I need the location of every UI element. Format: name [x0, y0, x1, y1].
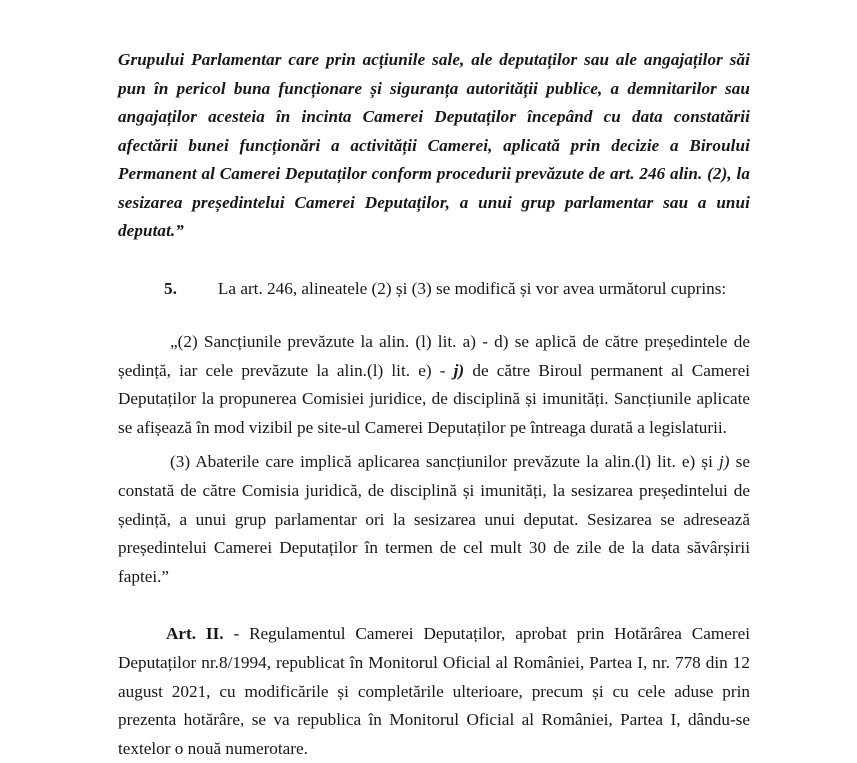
block-spacer: [118, 246, 750, 275]
article-2-paragraph: [118, 620, 750, 763]
article-2-heading: Art. II.: [166, 624, 224, 644]
document-text-column: [118, 46, 750, 763]
quoted-amendment-paragraph: Grupului Parlamentar care prin acțiunile sale, ale deputaților sau ale angajaților săi pun în pericol buna funcționare și siguranța autorității publice, a demnitarilor sau angajaților acesteia în incinta Camerei Deputaților începând cu data constatării afectării bunei funcționări a activității Camerei, aplicată prin decizie a Biroului Permanent al Camerei Deputaților conform procedurii prevăzute de art. 246 alin. (2), la sesizarea președintelui Camerei Deputaților, a unui grup parlamentar sau a unui deputat.”: [118, 50, 750, 240]
alineat-2-paragraph: [118, 328, 750, 442]
alineat-2-text-part-1: „(2) Sancțiunile prevăzute la alin. (l) lit. a) - d) se aplică de către președintele de ședință, iar cele prevăzute la alin.(l) lit. e) -: [118, 332, 750, 380]
alineat-3-text-part-2: se constată de către Comisia juridică, de disciplină și imunități, la sesizarea președintelui de ședință, a unui grup parlamentar ori la sesizarea unui deputat. Sesizarea se adresează președintelui Camerei Deputaților în termen de cel mult 30 de zile de la data săvârșirii faptei.”: [118, 452, 750, 586]
numbered-item-5: [118, 275, 750, 304]
block-spacer: [118, 303, 750, 328]
alineat-2-text-part-2: de către Biroul permanent al Camerei Deputaților la propunerea Comisiei juridice, de disciplină și imunități. Sancțiunile aplicate se afișează în mod vizibil pe site-ul Camerei Deputaților pe întreaga durată a legislaturii.: [118, 360, 750, 437]
item-number-label: 5.: [164, 278, 177, 298]
article-2-text: - Regulamentul Camerei Deputaților, aprobat prin Hotărârea Camerei Deputaților nr.8/1994, republicat în Monitorul Oficial al României, Partea I, nr. 778 din 12 august 2021, cu modificările și completările ulterioare, precum și cu cele aduse prin prezenta hotărâre, se va republica în Monitorul Oficial al României, Partea I, dându-se textelor o nouă numerotare.: [118, 624, 750, 758]
alineat-3-text-part-1: (3) Abaterile care implică aplicarea sancțiunilor prevăzute la alin.(l) lit. e) și: [170, 452, 720, 472]
alineat-2-emphasis-letter: j): [453, 360, 465, 380]
block-spacer: [118, 591, 750, 620]
alineat-3-emphasis-letter: j): [719, 452, 730, 472]
alineat-3-paragraph: [118, 448, 750, 591]
item-5-text: La art. 246, alineatele (2) și (3) se modifică și vor avea următorul cuprins:: [217, 278, 727, 298]
